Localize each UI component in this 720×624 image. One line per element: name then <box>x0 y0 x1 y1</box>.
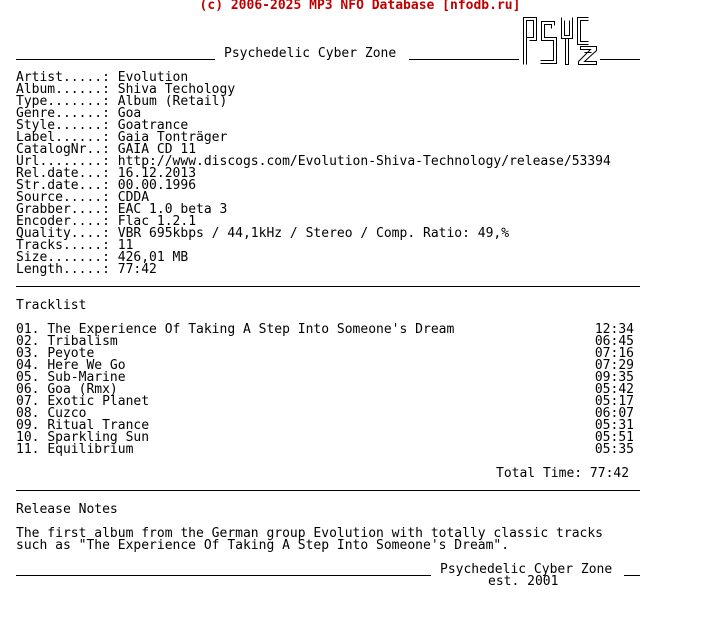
footer-rule-right <box>624 575 640 576</box>
track-row <box>16 444 634 456</box>
info-label: Genre......: <box>16 106 110 121</box>
track-number: 05. <box>16 370 40 385</box>
info-label: Style......: <box>16 118 110 133</box>
track-duration: 12:34 <box>594 322 634 337</box>
track-duration: 05:35 <box>594 442 634 457</box>
info-value: Goatrance <box>117 118 189 133</box>
release-notes-heading: Release Notes <box>16 502 118 517</box>
info-label: Size.......: <box>16 250 110 265</box>
info-label: Type.......: <box>16 94 110 109</box>
header-rule-left <box>16 59 215 60</box>
section-rule-1 <box>16 286 640 287</box>
total-time-label: Total Time: <box>496 466 583 481</box>
info-label: Label......: <box>16 130 110 145</box>
info-value: EAC 1.0 beta 3 <box>117 202 228 217</box>
info-value: Goa <box>117 106 142 121</box>
track-number: 02. <box>16 334 40 349</box>
section-rule-2 <box>16 490 640 491</box>
info-label: CatalogNr..: <box>16 142 110 157</box>
tracklist <box>16 324 634 456</box>
track-duration: 09:35 <box>594 370 634 385</box>
track-duration: 07:29 <box>594 358 634 373</box>
track-duration: 05:17 <box>594 394 634 409</box>
footer-est: est. 2001 <box>488 574 559 589</box>
track-number: 01. <box>16 322 40 337</box>
info-value: Gaia Tonträger <box>117 130 228 145</box>
release-notes-line-1: The first album from the German group Evolution with totally classic tracks <box>16 526 603 541</box>
info-value: 426,01 MB <box>117 250 189 265</box>
footer-rule-left <box>16 575 431 576</box>
track-number: 09. <box>16 418 40 433</box>
track-title: Tribalism <box>47 334 118 349</box>
track-number: 03. <box>16 346 40 361</box>
info-row <box>16 264 611 276</box>
info-value: GAIA CD 11 <box>117 142 197 157</box>
info-label: Artist.....: <box>16 70 110 85</box>
info-label: Encoder....: <box>16 214 110 229</box>
info-value: 16.12.2013 <box>117 166 197 181</box>
track-duration: 05:42 <box>594 382 634 397</box>
info-value: 00.00.1996 <box>117 178 197 193</box>
header-rule-right <box>600 59 640 60</box>
track-title: Peyote <box>47 346 95 361</box>
info-value: Flac 1.2.1 <box>117 214 197 229</box>
total-time-value: 77:42 <box>589 466 630 481</box>
track-number: 11. <box>16 442 40 457</box>
track-title: The Experience Of Taking A Step Into Someone's Dream <box>47 322 455 337</box>
footer-group: Psychedelic Cyber Zone <box>440 562 613 577</box>
track-duration: 06:45 <box>594 334 634 349</box>
header-title: Psychedelic Cyber Zone <box>224 46 397 61</box>
credit-line: (c) 2006-2025 MP3 NFO Database [nfodb.ru] <box>199 0 521 13</box>
info-label: Source.....: <box>16 190 110 205</box>
info-label: Length.....: <box>16 262 110 277</box>
track-row <box>16 336 634 348</box>
track-title: Cuzco <box>47 406 87 421</box>
info-fields <box>16 72 611 276</box>
track-duration: 05:51 <box>594 430 634 445</box>
track-duration: 05:31 <box>594 418 634 433</box>
release-notes-line-2: such as "The Experience Of Taking A Step Into Someone's Dream". <box>16 538 510 553</box>
info-value: Album (Retail) <box>117 94 228 109</box>
group-logo <box>522 16 598 66</box>
track-number: 10. <box>16 430 40 445</box>
info-value: Evolution <box>117 70 189 85</box>
info-value: http://www.discogs.com/Evolution-Shiva-Technology/release/53394 <box>117 154 611 169</box>
info-label: Url........: <box>16 154 110 169</box>
info-label: Grabber....: <box>16 202 110 217</box>
track-duration: 07:16 <box>594 346 634 361</box>
track-title: Exotic Planet <box>47 394 150 409</box>
track-number: 06. <box>16 382 40 397</box>
info-value: 11 <box>117 238 134 253</box>
track-number: 07. <box>16 394 40 409</box>
track-title: Equilibrium <box>47 442 134 457</box>
track-title: Sub-Marine <box>47 370 126 385</box>
info-value: CDDA <box>117 190 150 205</box>
info-label: Tracks.....: <box>16 238 110 253</box>
track-number: 08. <box>16 406 40 421</box>
track-duration: 06:07 <box>594 406 634 421</box>
info-value: VBR 695kbps / 44,1kHz / Stereo / Comp. Ratio: 49,% <box>117 226 510 241</box>
header-rule-mid <box>409 59 519 60</box>
track-title: Here We Go <box>47 358 126 373</box>
info-value: 77:42 <box>117 262 157 277</box>
info-label: Rel.date...: <box>16 166 110 181</box>
info-label: Quality....: <box>16 226 110 241</box>
info-value: Shiva Techology <box>117 82 236 97</box>
track-title: Goa (Rmx) <box>47 382 118 397</box>
track-title: Sparkling Sun <box>47 430 150 445</box>
info-label: Str.date...: <box>16 178 110 193</box>
tracklist-heading: Tracklist <box>16 298 87 313</box>
track-number: 04. <box>16 358 40 373</box>
track-title: Ritual Trance <box>47 418 150 433</box>
total-time <box>496 468 629 480</box>
info-label: Album......: <box>16 82 110 97</box>
track-row <box>16 396 634 408</box>
